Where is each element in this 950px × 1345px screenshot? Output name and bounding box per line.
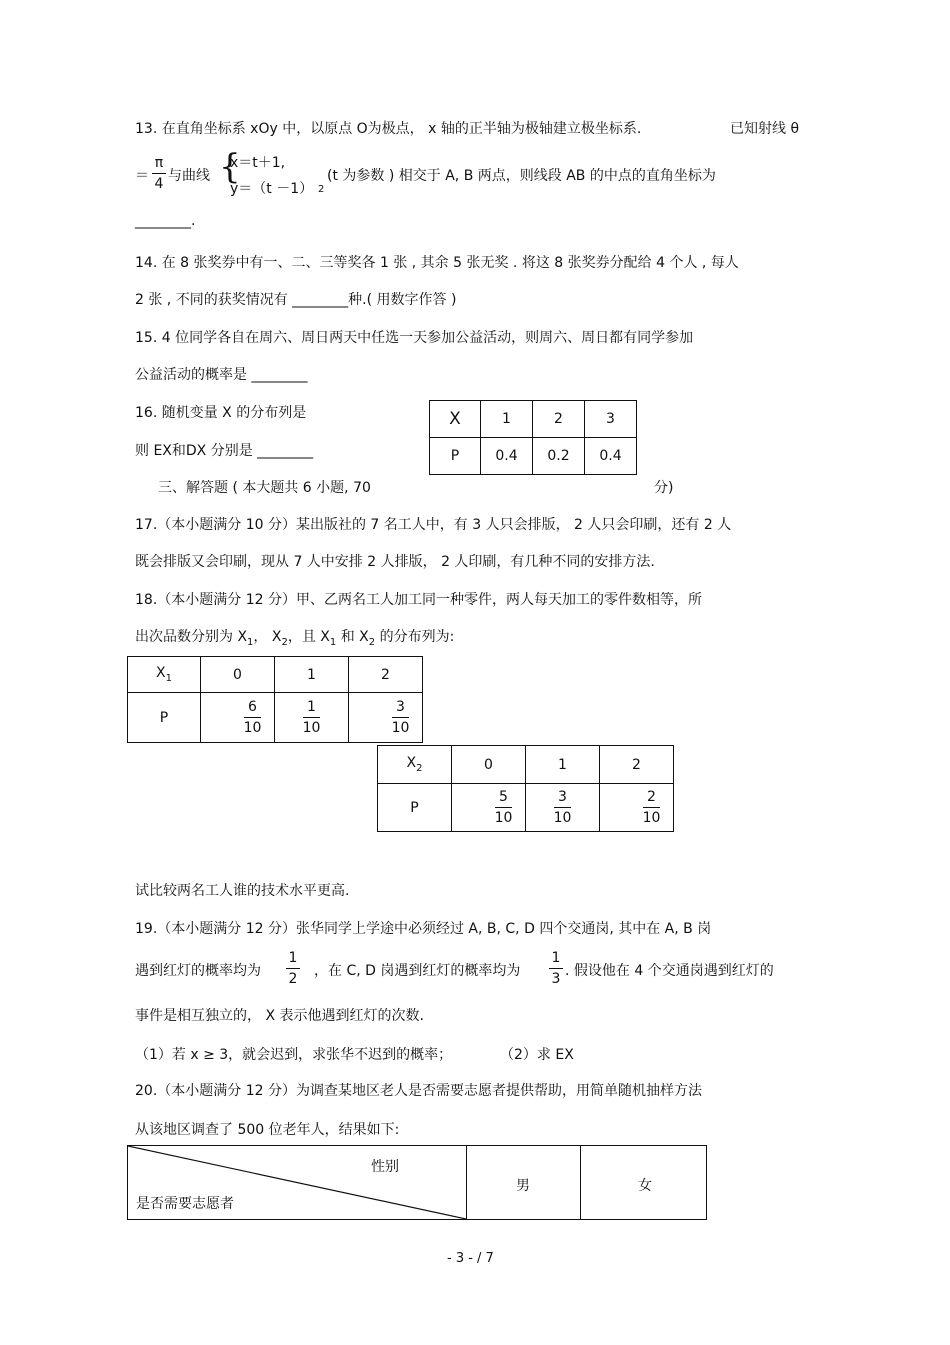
- q20-header-gender: 性别: [371, 1159, 399, 1175]
- q18-t2-head: 1: [526, 746, 600, 784]
- column-divider: [580, 1146, 581, 1219]
- q18-sub: 2: [368, 636, 376, 648]
- q18-t1-p: P: [128, 693, 201, 743]
- q18-sub: 1: [329, 636, 337, 648]
- column-divider: [466, 1146, 467, 1219]
- q18-t2-p: P: [378, 784, 452, 832]
- q13-tail: (t 为参数 ) 相交于 A, B 两点，则线段 AB 的中点的直角坐标为: [327, 168, 716, 184]
- q16-cell: X: [430, 401, 481, 438]
- q18-line1: 18.（本小题满分 12 分）甲、乙两名工人加工同一种零件，两人每天加工的零件数相等，所: [135, 592, 702, 608]
- q19-third-fraction: [549, 950, 563, 987]
- q16-line2: 则 EX和DX 分别是 ________: [135, 443, 314, 459]
- q18-t2-head: [378, 746, 452, 784]
- q16-cell: 0.2: [533, 438, 585, 475]
- q18-t2-head: 2: [600, 746, 674, 784]
- q19-half-fraction: [286, 950, 300, 987]
- section3-heading-end: 分): [654, 480, 674, 496]
- q13-pi-den: 4: [154, 176, 164, 192]
- q16-cell: 0.4: [585, 438, 637, 475]
- q15-line1: 15. 4 位同学各自在周六、周日两天中任选一天参加公益活动，则周六、周日都有同学参加: [135, 330, 694, 346]
- frac-den: 10: [642, 810, 661, 826]
- q19-line4b: （2）求 EX: [500, 1047, 574, 1063]
- q16-cell: P: [430, 438, 481, 475]
- q13-answer-blank: ________.: [135, 213, 196, 229]
- q18-text: ，且 X: [287, 629, 330, 645]
- q14-line2: 2 张 , 不同的获奖情况有 ________种.( 用数字作答 ): [135, 292, 457, 308]
- frac-den: 10: [494, 810, 513, 826]
- system-brace-icon: {: [219, 147, 241, 187]
- q18-text: 的分布列为:: [375, 629, 455, 645]
- q18-t2-head: 0: [452, 746, 526, 784]
- frac-den: 10: [553, 810, 572, 826]
- q18-t1-head-label: X: [156, 665, 166, 682]
- q18-t1-head: 1: [275, 657, 349, 693]
- frac-num: 1: [307, 699, 316, 715]
- q13-eq-prefix: ＝: [135, 168, 149, 184]
- frac-num: 1: [288, 950, 298, 966]
- q18-text: ， X: [253, 629, 282, 645]
- q18-t1-head: 2: [349, 657, 423, 693]
- frac-num: 3: [558, 789, 567, 805]
- q15-line2: 公益活动的概率是 ________: [135, 367, 308, 383]
- q13-line1: 13. 在直角坐标系 xOy 中，以原点 O为极点， x 轴的正半轴为极轴建立极坐标系.: [135, 121, 642, 137]
- q18-t1-frac: [275, 693, 349, 743]
- q18-table-x1: [127, 656, 423, 743]
- q18-t1-head-sub: 1: [165, 672, 172, 684]
- q18-t2-head-label: X: [406, 755, 417, 772]
- q18-line2: [135, 626, 454, 648]
- q13-system-line2: y＝（t －1）: [230, 181, 314, 197]
- q16-cell: 2: [533, 401, 585, 438]
- q16-line1: 16. 随机变量 X 的分布列是: [135, 405, 307, 421]
- q20-line1: 20.（本小题满分 12 分）为调查某地区老人是否需要志愿者提供帮助，用简单随机抽样方法: [135, 1083, 702, 1099]
- frac-den: 10: [243, 720, 262, 736]
- q18-t1-frac: [201, 693, 275, 743]
- q13-system-exp: 2: [318, 184, 325, 195]
- frac-num: 6: [248, 699, 257, 715]
- q13-pi-fraction: [152, 155, 166, 192]
- q19-line1: 19.（本小题满分 12 分）张华同学上学途中必须经过 A, B, C, D 四个交通岗, 其中在 A, B 岗: [135, 921, 712, 937]
- q20-header-female: 女: [638, 1178, 652, 1194]
- q13-mid: 与曲线: [168, 168, 210, 184]
- frac-num: 5: [499, 789, 508, 805]
- q18-text: 出次品数分别为 X: [135, 629, 248, 645]
- q16-cell: 0.4: [481, 438, 533, 475]
- q20-header-needs-volunteer: 是否需要志愿者: [136, 1196, 234, 1212]
- page-number: - 3 - / 7: [447, 1251, 494, 1266]
- q17-line2: 既会排版又会印刷，现从 7 人中安排 2 人排版， 2 人印刷，有几种不同的安排方法.: [135, 554, 655, 570]
- frac-num: 1: [551, 950, 561, 966]
- q18-table-x2: [377, 745, 674, 832]
- q14-line1: 14. 在 8 张奖券中有一、二、三等奖各 1 张 , 其余 5 张无奖 . 将这 8 张奖券分配给 4 个人 , 每人: [135, 255, 739, 271]
- q18-after: 试比较两名工人谁的技术水平更高.: [135, 883, 350, 899]
- frac-den: 10: [302, 720, 321, 736]
- q18-sub: 2: [281, 636, 288, 648]
- q18-t1-head: [128, 657, 201, 693]
- q19-line3: 事件是相互独立的， X 表示他遇到红灯的次数.: [135, 1008, 424, 1024]
- frac-den: 2: [288, 971, 298, 987]
- q18-sub: 1: [247, 636, 254, 648]
- frac-num: 3: [396, 699, 405, 715]
- q19-line2c: . 假设他在 4 个交通岗遇到红灯的: [565, 963, 774, 979]
- q17-line1: 17.（本小题满分 10 分）某出版社的 7 名工人中，有 3 人只会排版， 2 人只会印刷，还有 2 人: [135, 517, 732, 533]
- section3-heading: 三、解答题 ( 本大题共 6 小题, 70: [158, 480, 371, 496]
- q18-t2-frac: [600, 784, 674, 832]
- q19-line2b: ，在 C, D 岗遇到红灯的概率均为: [314, 963, 521, 979]
- q20-header-male: 男: [516, 1178, 530, 1194]
- q13-pi-num: π: [154, 155, 164, 171]
- q19-line2a: 遇到红灯的概率均为: [135, 963, 261, 979]
- q20-survey-table: [127, 1145, 707, 1220]
- q16-cell: 1: [481, 401, 533, 438]
- q19-line4a: （1）若 x ≥ 3，就会迟到，求张华不迟到的概率；: [135, 1047, 453, 1063]
- q16-distribution-table: [429, 400, 637, 475]
- frac-num: 2: [647, 789, 656, 805]
- q13-system-line1: x＝t＋1,: [230, 155, 286, 171]
- q18-text: 和 X: [336, 629, 369, 645]
- frac-den: 10: [391, 720, 410, 736]
- frac-den: 3: [551, 971, 561, 987]
- q18-t1-frac: [349, 693, 423, 743]
- q13-line1-end: 已知射线 θ: [730, 121, 800, 137]
- q18-t2-frac: [452, 784, 526, 832]
- q18-t1-head: 0: [201, 657, 275, 693]
- q20-line2: 从该地区调查了 500 位老年人，结果如下:: [135, 1122, 400, 1138]
- q18-t2-head-sub: 2: [416, 762, 423, 774]
- q16-cell: 3: [585, 401, 637, 438]
- q18-t2-frac: [526, 784, 600, 832]
